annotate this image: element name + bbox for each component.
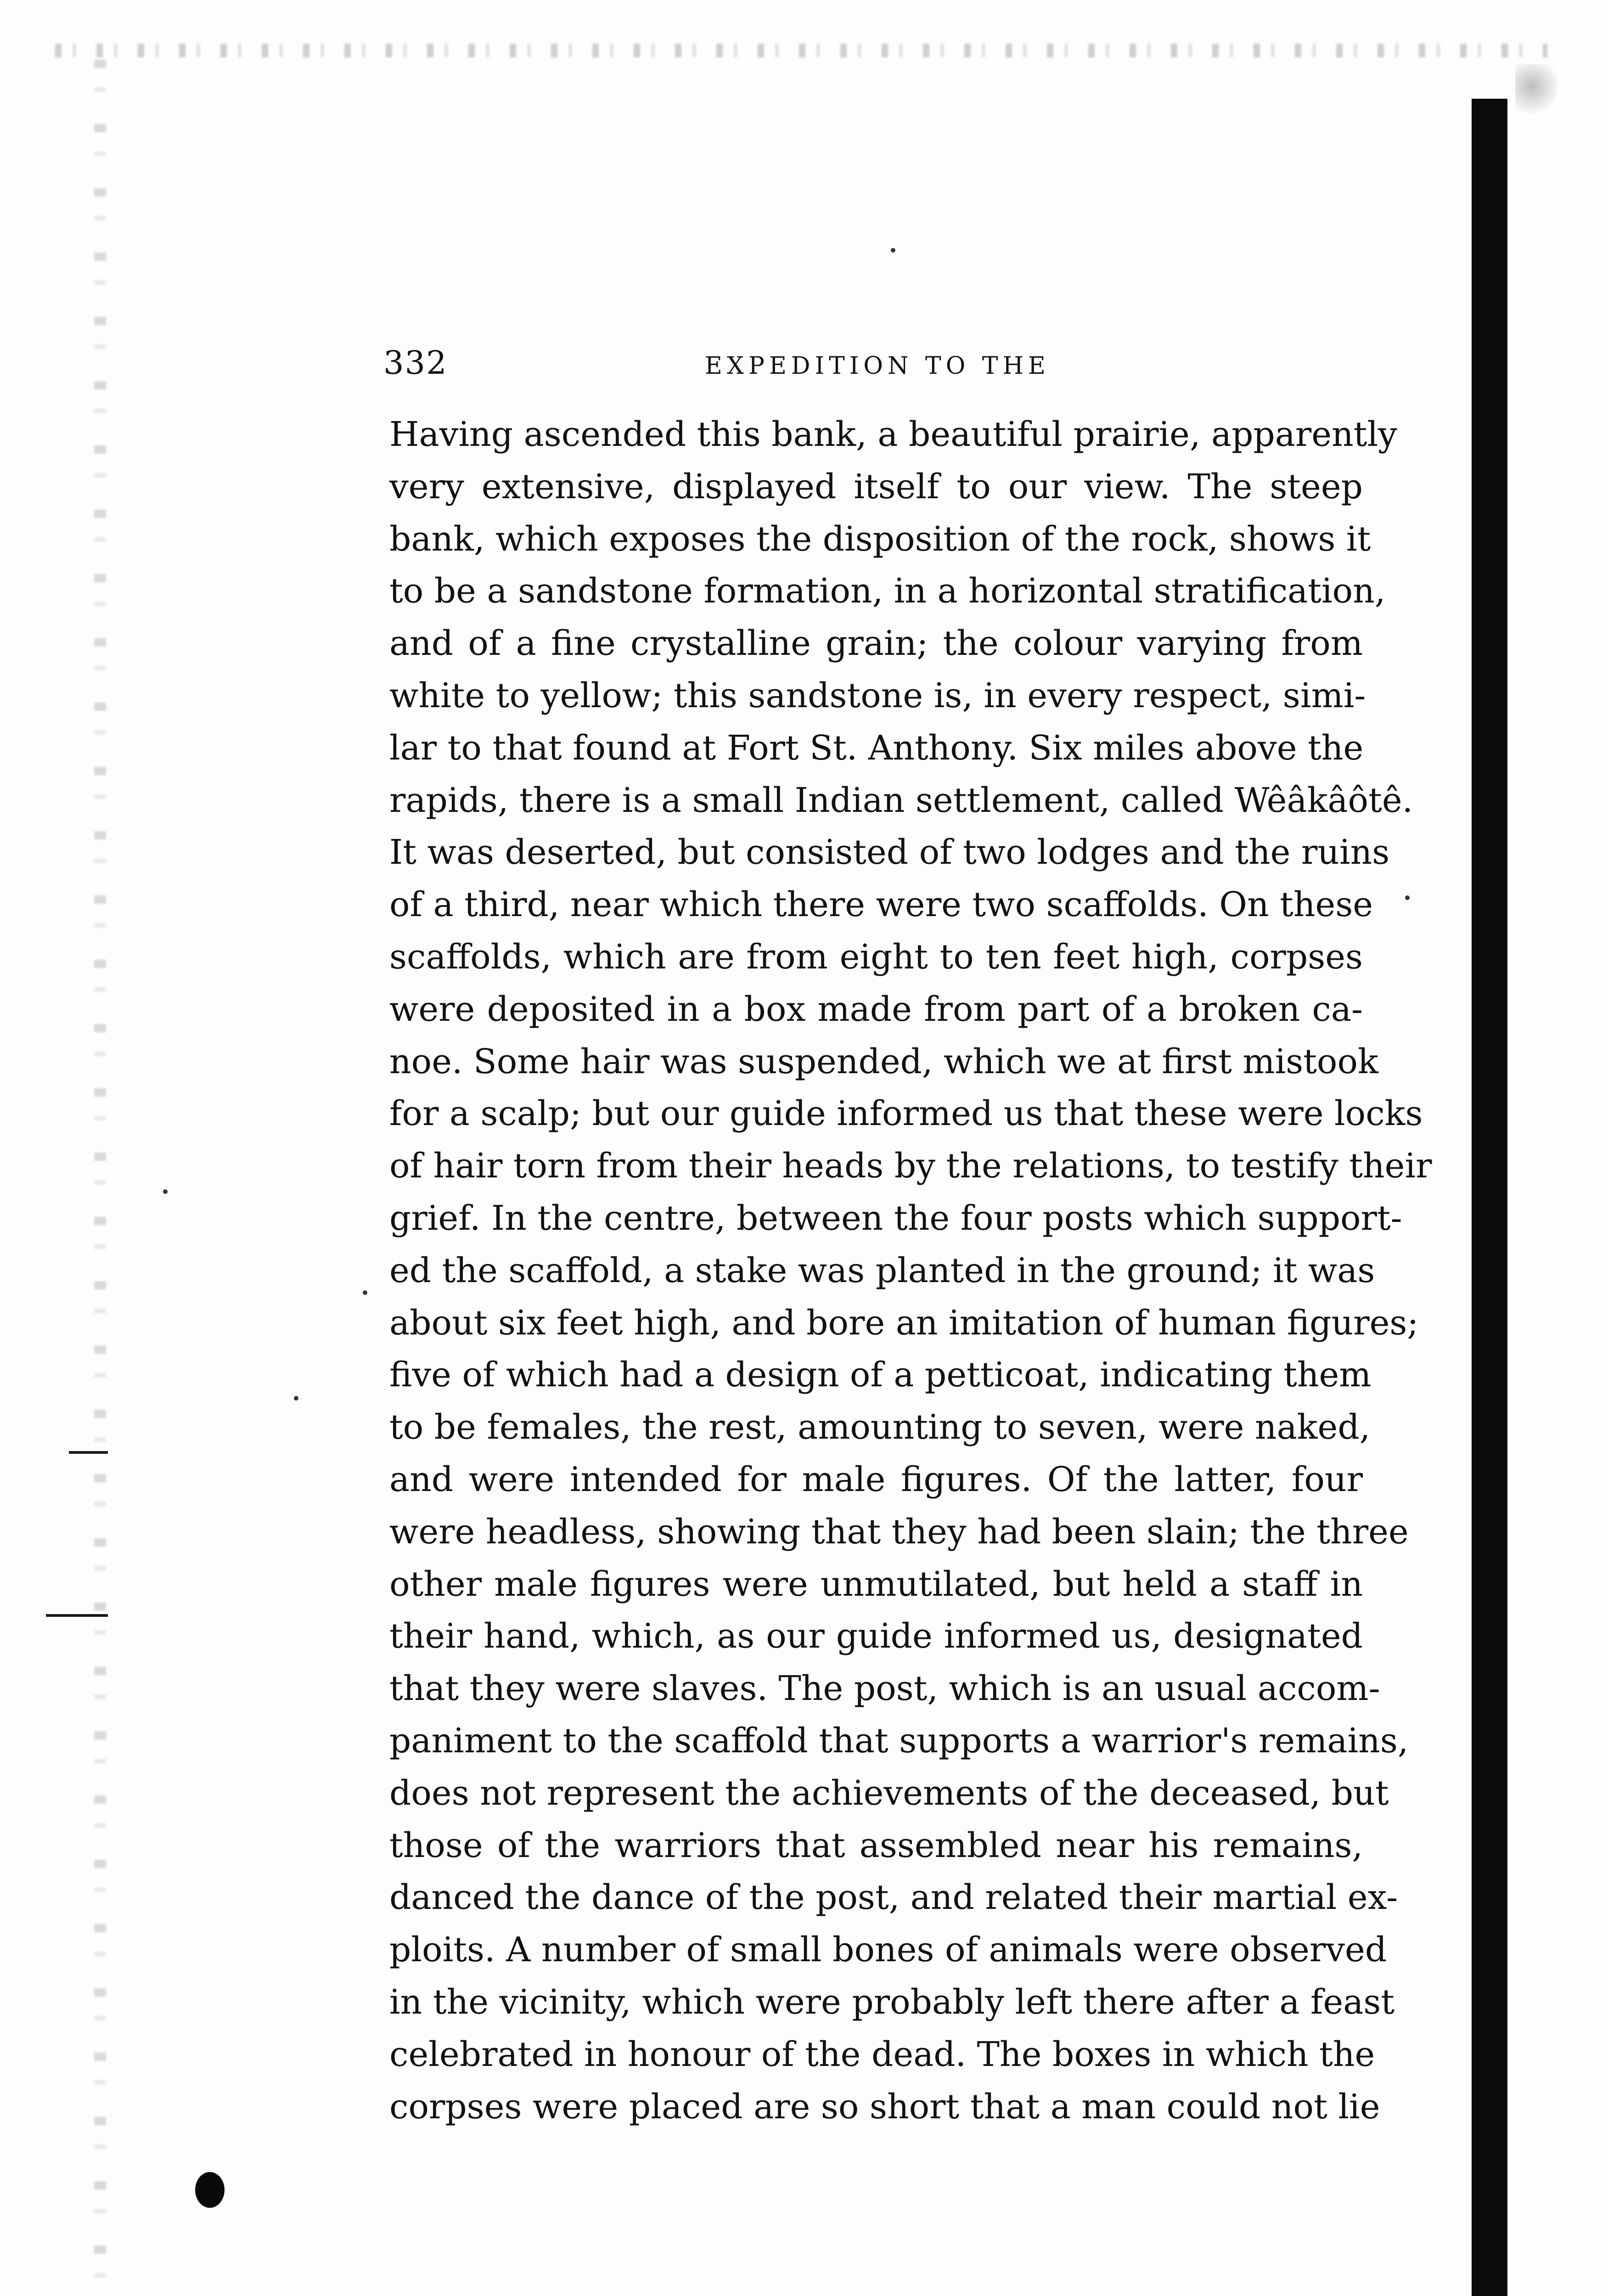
text-line: very extensive, displayed itself to our view. The steep bbox=[389, 467, 1363, 506]
text-line: does not represent the achievements of the deceased, but bbox=[389, 1773, 1389, 1813]
page-top-edge bbox=[55, 44, 1547, 57]
running-head: EXPEDITION TO THE bbox=[705, 352, 1050, 380]
text-line: Having ascended this bank, a beautiful prairie, apparently bbox=[389, 415, 1397, 454]
text-line: to be a sandstone formation, in a horizontal stratification, bbox=[389, 571, 1386, 611]
text-line: celebrated in honour of the dead. The boxes in which the bbox=[389, 2034, 1375, 2074]
text-line: rapids, there is a small Indian settlement, called Wêâkâôtê. bbox=[389, 780, 1413, 820]
margin-mark bbox=[46, 1614, 108, 1617]
text-line: and of a fine crystalline grain; the colour varying from bbox=[389, 624, 1363, 664]
text-line: grief. In the centre, between the four posts which support- bbox=[389, 1198, 1402, 1238]
text-line: scaffolds, which are from eight to ten feet high, corpses bbox=[389, 937, 1363, 977]
margin-mark bbox=[69, 1451, 108, 1454]
text-line: ploits. A number of small bones of animals were observed bbox=[389, 1930, 1387, 1970]
page-header bbox=[383, 342, 1371, 383]
text-line: danced the dance of the post, and related their martial ex- bbox=[389, 1878, 1398, 1918]
text-line: paniment to the scaffold that supports a warrior's remains, bbox=[389, 1721, 1409, 1761]
ink-speck bbox=[163, 1189, 168, 1194]
ink-speck bbox=[363, 1290, 367, 1295]
page-number: 332 bbox=[383, 344, 448, 382]
text-line: corpses were placed are so short that a man could not lie bbox=[389, 2087, 1380, 2127]
binding-shadow-bar bbox=[1472, 99, 1507, 2296]
text-line: in the vicinity, which were probably left there after a feast bbox=[389, 1982, 1395, 2022]
text-line: bank, which exposes the disposition of the rock, shows it bbox=[389, 519, 1371, 559]
text-line: to be females, the rest, amounting to seven, were naked, bbox=[389, 1407, 1371, 1447]
page-left-edge bbox=[94, 60, 106, 2296]
ink-speck bbox=[891, 248, 895, 253]
text-line: that they were slaves. The post, which is an usual accom- bbox=[389, 1669, 1380, 1709]
text-line: their hand, which, as our guide informed us, designated bbox=[389, 1616, 1363, 1656]
text-line: It was deserted, but consisted of two lodges and the ruins bbox=[389, 833, 1390, 872]
text-line: noe. Some hair was suspended, which we at first mistook bbox=[389, 1041, 1378, 1081]
text-line: those of the warriors that assembled near his remains, bbox=[389, 1825, 1363, 1865]
text-line: other male figures were unmutilated, but held a staff in bbox=[389, 1564, 1363, 1604]
corner-smudge bbox=[1515, 64, 1557, 119]
text-line: of a third, near which there were two scaffolds. On these bbox=[389, 885, 1373, 925]
text-line: white to yellow; this sandstone is, in every respect, simi- bbox=[389, 675, 1366, 715]
text-line: about six feet high, and bore an imitation of human figures; bbox=[389, 1303, 1419, 1343]
text-line: were headless, showing that they had been slain; the three bbox=[389, 1512, 1409, 1552]
text-line: of hair torn from their heads by the relations, to testify their bbox=[389, 1146, 1432, 1186]
body-text bbox=[389, 409, 1432, 2133]
ink-speck bbox=[294, 1396, 298, 1401]
text-line: for a scalp; but our guide informed us that these were locks bbox=[389, 1094, 1423, 1134]
ink-blot bbox=[195, 2172, 225, 2208]
text-line: five of which had a design of a petticoat, indicating them bbox=[389, 1355, 1372, 1395]
text-line: were deposited in a box made from part of a broken ca- bbox=[389, 989, 1363, 1029]
text-line: ed the scaffold, a stake was planted in the ground; it was bbox=[389, 1250, 1375, 1290]
ink-speck bbox=[1405, 895, 1410, 900]
text-line: and were intended for male figures. Of the latter, four bbox=[389, 1459, 1363, 1499]
text-line: lar to that found at Fort St. Anthony. Six miles above the bbox=[389, 728, 1364, 768]
